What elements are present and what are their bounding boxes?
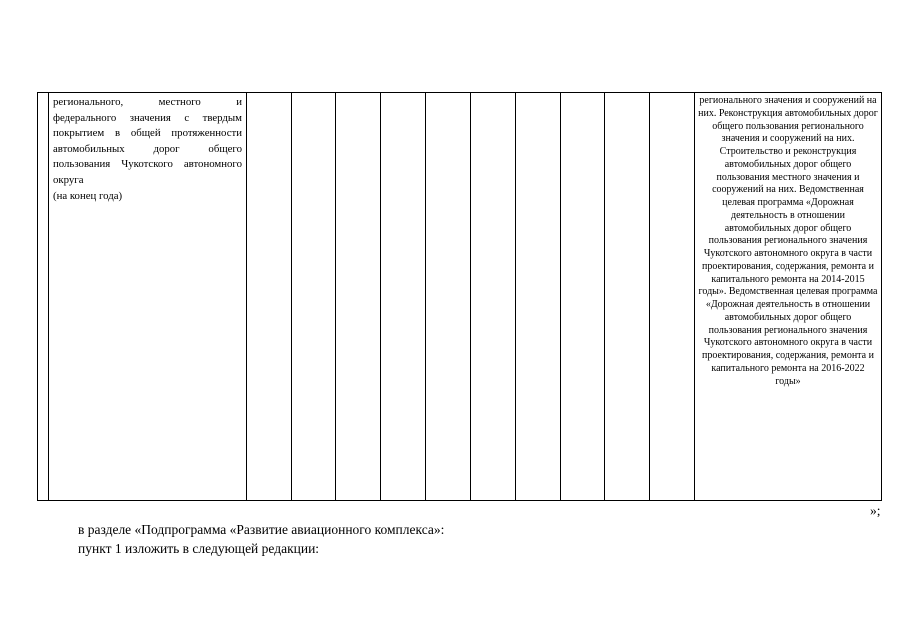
value-cell-3 — [336, 93, 381, 501]
item-instruction-line: пункт 1 изложить в следующей редакции: — [78, 541, 320, 556]
closing-quote-mark: »; — [870, 503, 881, 518]
value-cell-8 — [561, 93, 605, 501]
measures-text: регионального значения и сооружений на них. Реконструкция автомобильных дорог общего пользования регионального значения и сооружений на них. Строительство и реконструкция автомобильных дорог общего пользования местного значения и сооружений на них. Ведомственная целевая программа «Дорожная деятельность в отношении автомобильных дорог общего пользования регионального значения Чукотского автономного округа в части проектирования, содержания, ремонта и капитального ремонта на 2014-2015 годы». Ведомственная целевая программа «Дорожная деятельность в отношении автомобильных дорог общего пользования регионального значения Чукотского автономного округа в части проектирования, содержания, ремонта и капитального ремонта на 2016-2022 годы» — [698, 95, 878, 387]
value-cell-6 — [471, 93, 516, 501]
value-cell-10 — [650, 93, 695, 501]
indicator-text: регионального, местного и федерального значения с твердым покрытием в общей протяженности автомобильных дорог общего пользования Чукотского автономного округа — [53, 96, 242, 186]
value-cell-2 — [292, 93, 336, 501]
measures-cell — [695, 93, 882, 501]
value-cell-9 — [605, 93, 650, 501]
indicator-period: (на конец года) — [53, 189, 123, 202]
value-cell-4 — [381, 93, 426, 501]
number-cell — [38, 93, 49, 501]
indicator-cell — [49, 93, 247, 501]
table-row — [38, 93, 882, 501]
value-cell-1 — [247, 93, 292, 501]
program-table — [37, 92, 882, 501]
value-cell-7 — [516, 93, 561, 501]
section-instruction-line: в разделе «Подпрограмма «Развитие авиационного комплекса»: — [78, 522, 445, 537]
value-cell-5 — [426, 93, 471, 501]
